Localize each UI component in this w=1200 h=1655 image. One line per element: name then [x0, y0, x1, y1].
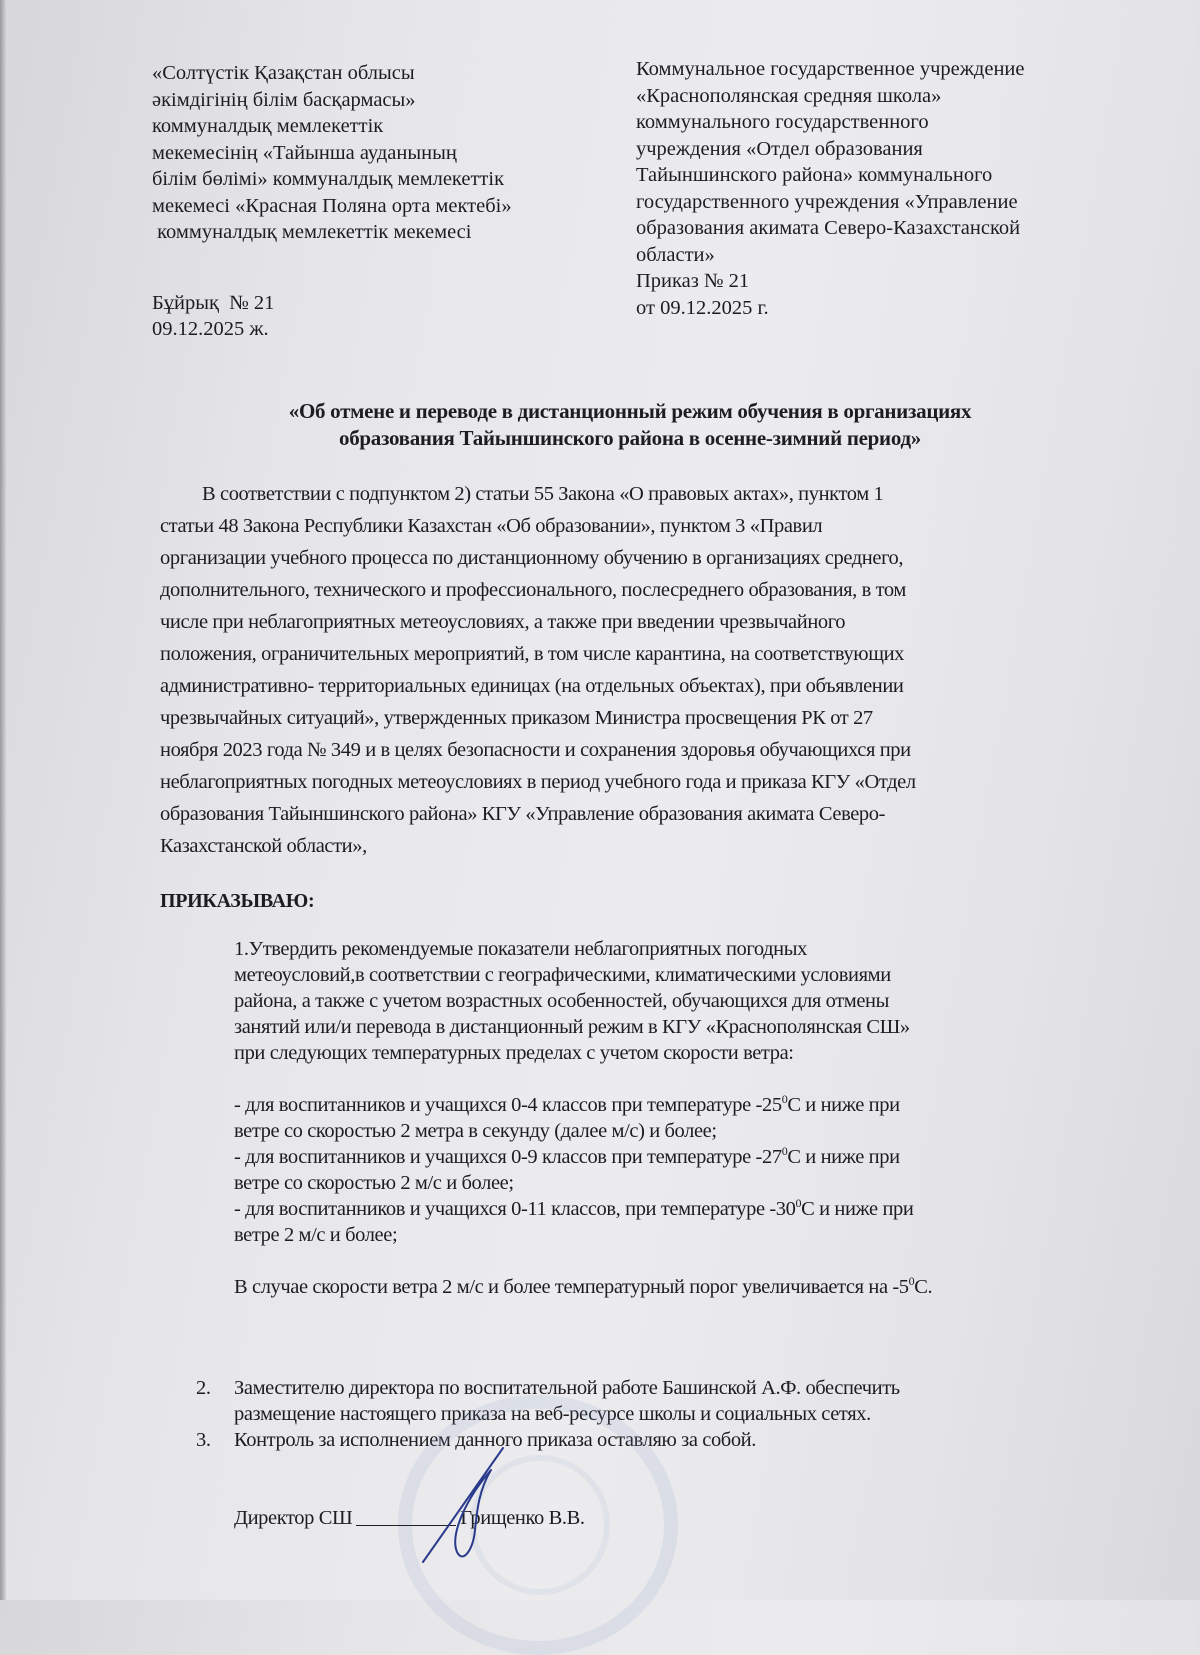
- preamble-line: положения, ограничительных мероприятий, в том числе карантина, на соответствующих: [160, 643, 905, 665]
- signature-line: [356, 1525, 456, 1526]
- order-number-ru: Приказ № 21: [636, 270, 750, 292]
- order-item-3: [196, 1427, 1116, 1453]
- preamble-line: дополнительного, технического и профессионального, послесреднего образования, в том: [160, 579, 906, 601]
- header-kz-line: коммуналдық мемлекеттік: [152, 115, 384, 137]
- header-kz-line: мекемесінің «Тайынша ауданының: [152, 141, 457, 164]
- temperature-rule-cont: ветре со скоростью 2 метра в секунду (далее м/с) и более;: [234, 1120, 717, 1142]
- item-line: Контроль за исполнением данного приказа оставляю за собой.: [234, 1429, 756, 1451]
- item-line: размещение настоящего приказа на веб-ресурсе школы и социальных сетях.: [234, 1403, 871, 1425]
- title-line: «Об отмене и переводе в дистанционный режим обучения в организациях: [288, 399, 972, 423]
- header-ru-line: коммунального государственного: [636, 111, 929, 133]
- preamble-line: ноября 2023 года № 349 и в целях безопасности и сохранения здоровья обучающихся при: [160, 739, 911, 761]
- signatory-name: Грищенко В.В.: [460, 1507, 585, 1529]
- header-kazakh-org: [152, 60, 602, 246]
- preamble-line: неблагоприятных погодных метеоусловиях в период учебного года и приказа КГУ «Отдел: [160, 771, 916, 793]
- order-items-list: [196, 1375, 1116, 1453]
- item1-line: метеоусловий,в соответствии с географическими, климатическими условиями: [234, 964, 891, 986]
- preamble-line: статьи 48 Закона Республики Казахстан «Об образовании», пунктом 3 «Правил: [160, 515, 823, 537]
- header-kazakh: [152, 60, 602, 343]
- item1-line: занятий или/и перевода в дистанционный режим в КГУ «Краснополянская СШ»: [234, 1016, 910, 1038]
- order-date-kz: 09.12.2025 ж.: [152, 318, 269, 340]
- header-ru-line: Коммунальное государственное учреждение: [636, 58, 1025, 80]
- preamble-line: Казахстанской области»,: [160, 835, 367, 857]
- handwritten-signature: [395, 1440, 535, 1570]
- wind-note: В случае скорости ветра 2 м/с и более температурный порог увеличивается на $-5^0С$.: [234, 1274, 933, 1298]
- header-ru-line: учреждения «Отдел образования: [636, 137, 923, 160]
- document-title: [160, 398, 1100, 452]
- preamble-line: образования Тайыншинского района» КГУ «Управление образования акимата Северо-: [160, 803, 886, 825]
- preamble-line: числе при неблагоприятных метеоусловиях, а также при введении чрезвычайного: [160, 611, 846, 633]
- order-item-2: [196, 1375, 1116, 1427]
- preamble: [160, 478, 1100, 862]
- order-number-kz: Бұйрық № 21: [152, 291, 275, 314]
- header-ru-line: «Краснополянская средняя школа»: [636, 84, 942, 107]
- preamble-line: административно- территориальных единицах (на отдельных объектах), при объявлении: [160, 675, 904, 697]
- temperature-rule: - для воспитанников и учащихся 0-11 классов, при температуре $-30^0С$ и ниже при: [234, 1196, 914, 1220]
- item-number: 2.: [196, 1377, 211, 1399]
- order-date-ru: от 09.12.2025 г.: [636, 296, 769, 319]
- preamble-line: организации учебного процесса по дистанционному обучению в организациях среднего,: [160, 547, 904, 569]
- header-russian-org: [636, 56, 1116, 268]
- temperature-rule: - для воспитанников и учащихся 0-9 классов при температуре $-27^0С$ и ниже при: [234, 1144, 900, 1168]
- temperature-rule: - для воспитанников и учащихся 0-4 классов при температуре $-25^0С$ и ниже при: [234, 1092, 900, 1116]
- item1-line: 1.Утвердить рекомендуемые показатели неблагоприятных погодных: [234, 938, 807, 960]
- item-number: 3.: [196, 1429, 211, 1451]
- item1-line: при следующих температурных пределах с учетом скорости ветра:: [234, 1042, 794, 1064]
- header-russian: [636, 56, 1116, 321]
- order-word: ПРИКАЗЫВАЮ:: [160, 890, 315, 912]
- header-ru-line: Тайыншинского района» коммунального: [636, 164, 993, 186]
- header-kz-line: мекемесі «Красная Поляна орта мектебі»: [152, 194, 512, 217]
- preamble-line: В соответствии с подпунктом 2) статьи 55 Закона «О правовых актах», пунктом 1: [202, 483, 884, 505]
- title-line: образования Тайыншинского района в осенне-зимний период»: [339, 426, 921, 450]
- header-kz-line: әкімдігінің білім басқармасы»: [152, 88, 416, 111]
- header-ru-line: государственного учреждения «Управление: [636, 190, 1018, 213]
- header-kz-line: коммуналдық мемлекеттік мекемесі: [152, 221, 472, 243]
- header-ru-line: области»: [636, 243, 715, 266]
- header-ru-line: образования акимата Северо-Казахстанской: [636, 217, 1021, 239]
- order-item-1: [234, 936, 1114, 1300]
- page-edge-shadow: [0, 0, 6, 1600]
- signatory-position: Директор СШ: [234, 1507, 353, 1529]
- item1-line: района, а также с учетом возрастных особенностей, обучающихся для отмены: [234, 990, 889, 1012]
- header-kz-line: «Солтүстік Қазақстан облысы: [152, 62, 415, 84]
- preamble-line: чрезвычайных ситуаций», утвержденных приказом Министра просвещения РК от 27: [160, 707, 873, 729]
- header-kz-line: білім бөлімі» коммуналдық мемлекеттік: [152, 168, 505, 190]
- temperature-rule-cont: ветре со скоростью 2 м/с и более;: [234, 1172, 514, 1194]
- item-line: Заместителю директора по воспитательной работе Башинской А.Ф. обеспечить: [234, 1377, 900, 1399]
- temperature-rule-cont: ветре 2 м/с и более;: [234, 1224, 398, 1246]
- signature-block: [234, 1507, 585, 1530]
